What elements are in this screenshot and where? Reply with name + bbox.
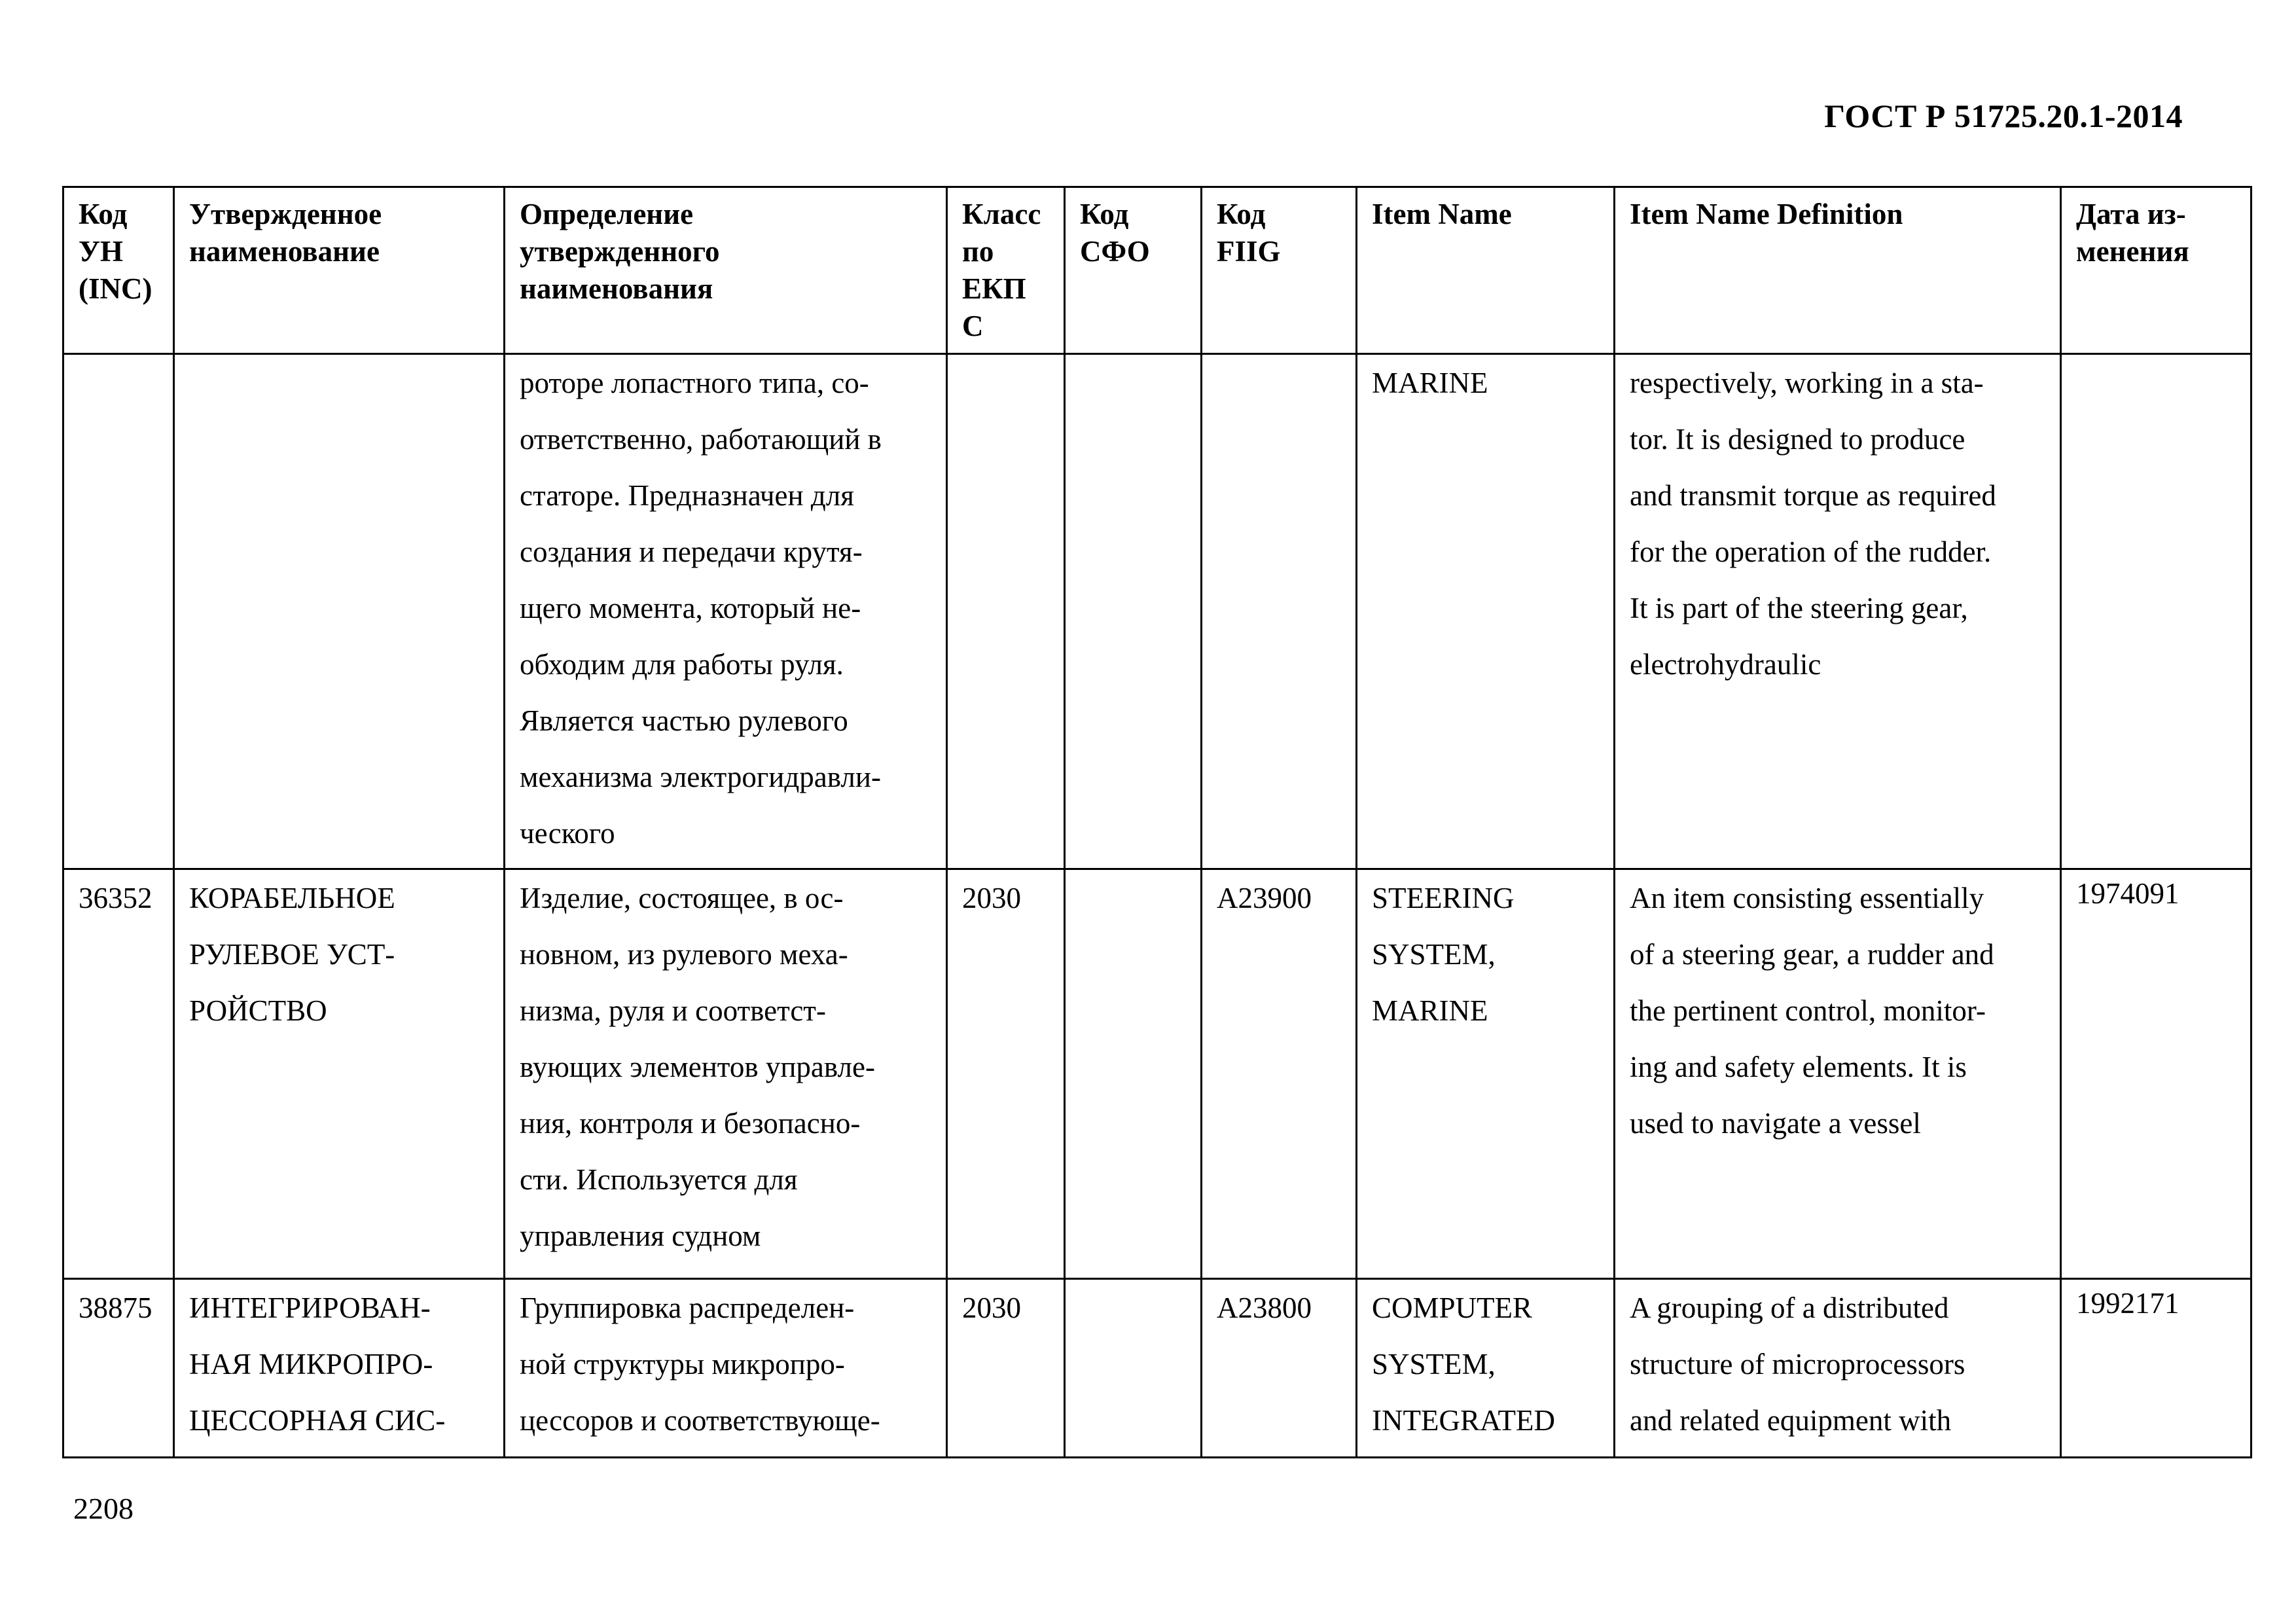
table-header-row	[63, 187, 2251, 354]
cell-ekps-class	[947, 354, 1065, 869]
column-header-fiig-code: Код FIIG	[1202, 187, 1357, 354]
table-row	[63, 1279, 2251, 1458]
cell-sfo-code	[1065, 869, 1202, 1279]
cell-change-date: 1992171	[2061, 1279, 2251, 1458]
cell-sfo-code	[1065, 354, 1202, 869]
cell-ekps-class: 2030	[947, 869, 1065, 1279]
page-number: 2208	[73, 1492, 134, 1525]
cell-fiig-code: A23800	[1202, 1279, 1357, 1458]
cell-item-name-definition: A grouping of a distributed structure of microprocessors and related equipment with	[1615, 1279, 2061, 1458]
cell-item-name: STEERING SYSTEM, MARINE	[1357, 869, 1615, 1279]
cell-ekps-class: 2030	[947, 1279, 1065, 1458]
cell-name-definition: Изделие, состоящее, в ос- новном, из рулевого меха- низма, руля и соответст- вующих элементов управле- ния, контроля и безопасно- сти. Используется для управления судном	[505, 869, 947, 1279]
cell-sfo-code	[1065, 1279, 1202, 1458]
cell-name-definition: роторе лопастного типа, со- ответственно, работающий в статоре. Предназначен для создания и передачи крутя- щего момента, который не- обходим для работы руля. Является частью рулевого механизма электрогидравли- ческого	[505, 354, 947, 869]
cell-approved-name: ИНТЕГРИРОВАН- НАЯ МИКРОПРО- ЦЕССОРНАЯ СИС-	[174, 1279, 505, 1458]
document-header: ГОСТ Р 51725.20.1-2014	[1824, 98, 2183, 134]
column-header-inc: Код УН (INC)	[63, 187, 174, 354]
cell-item-name-definition: An item consisting essentially of a steering gear, a rudder and the pertinent control, monitor- ing and safety elements. It is used to navigate a vessel	[1615, 869, 2061, 1279]
catalog-table	[62, 186, 2252, 1458]
cell-inc: 36352	[63, 869, 174, 1279]
column-header-change-date: Дата из- менения	[2061, 187, 2251, 354]
cell-approved-name	[174, 354, 505, 869]
column-header-item-name: Item Name	[1357, 187, 1615, 354]
cell-change-date	[2061, 354, 2251, 869]
cell-change-date: 1974091	[2061, 869, 2251, 1279]
cell-fiig-code: A23900	[1202, 869, 1357, 1279]
cell-item-name: COMPUTER SYSTEM, INTEGRATED	[1357, 1279, 1615, 1458]
cell-approved-name: КОРАБЕЛЬНОЕ РУЛЕВОЕ УСТ- РОЙСТВО	[174, 869, 505, 1279]
column-header-sfo-code: Код СФО	[1065, 187, 1202, 354]
column-header-item-name-definition: Item Name Definition	[1615, 187, 2061, 354]
cell-inc	[63, 354, 174, 869]
table-row	[63, 869, 2251, 1279]
table-row	[63, 354, 2251, 869]
cell-name-definition: Группировка распределен- ной структуры микропро- цессоров и соответствующе-	[505, 1279, 947, 1458]
cell-fiig-code	[1202, 354, 1357, 869]
cell-inc: 38875	[63, 1279, 174, 1458]
column-header-name-definition: Определение утвержденного наименования	[505, 187, 947, 354]
column-header-approved-name: Утвержденное наименование	[174, 187, 505, 354]
cell-item-name-definition: respectively, working in a sta- tor. It is designed to produce and transmit torque as required for the operation of the rudder. It is part of the steering gear, electrohydraulic	[1615, 354, 2061, 869]
column-header-ekps-class: Класс по ЕКП С	[947, 187, 1065, 354]
cell-item-name: MARINE	[1357, 354, 1615, 869]
